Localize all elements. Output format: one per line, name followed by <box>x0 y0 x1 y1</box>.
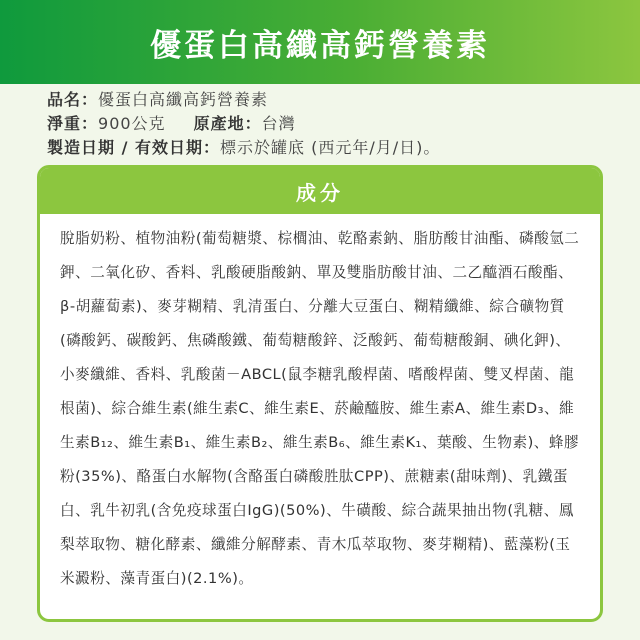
product-name-row <box>47 88 617 112</box>
net-weight-value: 900公克 <box>98 114 166 133</box>
date-value: 標示於罐底 (西元年/月/日)。 <box>220 138 441 157</box>
page-title: 優蛋白高纖高鈣營養素 <box>150 27 490 64</box>
ingredients-body <box>40 214 600 596</box>
ingredients-title: 成分 <box>296 180 344 205</box>
product-info <box>47 88 617 160</box>
origin-value: 台灣 <box>261 114 296 133</box>
product-name-value: 優蛋白高纖高鈣營養素 <box>98 90 269 109</box>
product-name-label: 品名： <box>47 90 99 109</box>
ingredients-text: 脫脂奶粉、植物油粉(葡萄糖漿、棕櫚油、乾酪素鈉、脂肪酸甘油酯、磷酸氫二鉀、二氧化矽、香料、乳酸硬脂酸鈉、單及雙脂肪酸甘油、二乙醯酒石酸酯、β-胡蘿蔔素)、麥芽糊精、乳清蛋白、分離大豆蛋白、糊精纖維、綜合礦物質(磷酸鈣、碳酸鈣、焦磷酸鐵、葡萄糖酸鋅、泛酸鈣、葡萄糖酸銅、碘化鉀)、小麥纖維、香料、乳酸菌－ABCL(鼠李糖乳酸桿菌、嗜酸桿菌、雙叉桿菌、龍根菌)、綜合維生素(維生素C、維生素E、菸鹼醯胺、維生素A、維生素D₃、維生素B₁₂、維生素B₁、維生素B₂、維生素B₆、維生素K₁、葉酸、生物素)、蜂膠粉(35%)、酪蛋白水解物(含酪蛋白磷酸胜肽CPP)、蔗糖素(甜味劑)、乳鐵蛋白、乳牛初乳(含免疫球蛋白IgG)(50%)、牛磺酸、綜合蔬果抽出物(乳糖、鳳梨萃取物、糖化酵素、纖維分解酵素、青木瓜萃取物、麥芽糊精)、藍藻粉(玉米澱粉、藻青蛋白)(2.1%)。 <box>60 230 580 587</box>
ingredients-header <box>40 168 600 214</box>
date-label: 製造日期 / 有效日期： <box>47 138 220 157</box>
origin-label: 原產地： <box>193 114 262 133</box>
weight-origin-row <box>47 112 617 136</box>
ingredients-card <box>37 165 603 622</box>
net-weight-label: 淨重： <box>47 114 99 133</box>
title-banner <box>0 0 640 84</box>
date-row <box>47 136 617 160</box>
